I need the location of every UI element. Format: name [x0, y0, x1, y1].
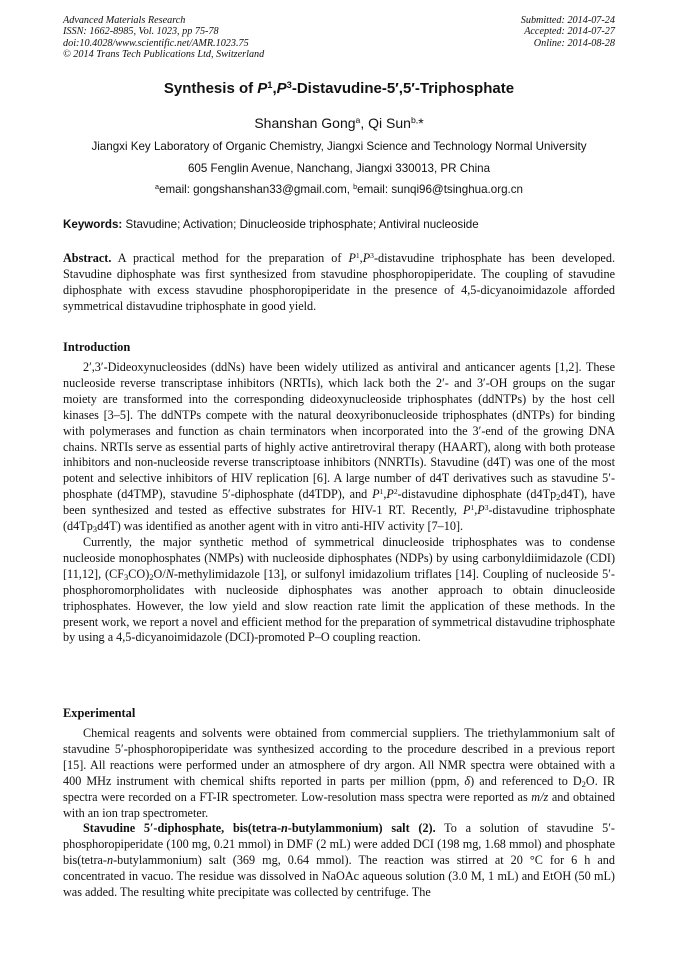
abstract: Abstract. A practical method for the preparation of $P^1,P^3$-distavudine triphosphate has been developed. Stavudine diphosphate was first synthesized from stavudine phosphoropiperidate. The coupling of stavudine diphosphate with excess stavudine phosphoropiperidate in the presence of 4,5-dicyanoimidazole afforded symmetrical distavudine triphosphate in good yield. — [63, 250, 615, 313]
issn-line: ISSN: 1662-8985, Vol. 1023, pp 75-78 — [63, 26, 219, 38]
section-heading-introduction: Introduction — [63, 340, 131, 354]
paragraph: Currently, the major synthetic method of symmetrical dinucleoside triphosphates was to condense nucleoside monophosphates (NMPs) with nucleoside diphosphates (NDPs) by using carbonyldiimidazole (CDI) [11,12], $(CF_3CO)_2O/N$-methylimidazole [13], or sulfonyl imidazolium triflates [14]. Coupling of nucleoside 5′-phosphoromorpholidates with nucleoside diphosphates was another approach to obtain dinucleoside triphosphates. However, the low yield and slow reaction rate limit the application of these methods. In the present work, we report a novel and efficient method for the preparation of symmetrical distavudine triphosphate by using a 4,5-dicyanoimidazole (DCI)-promoted P–O coupling reaction. — [63, 534, 615, 645]
email-b: email: sunqi96@tsinghua.org.cn — [357, 183, 523, 196]
email-a: email: gongshanshan33@gmail.com, — [159, 183, 354, 196]
author-name: Qi Sun — [368, 115, 411, 131]
author-name: Shanshan Gong — [254, 115, 356, 131]
abstract-label: Abstract. — [63, 251, 112, 265]
affiliation-address: 605 Fenglin Avenue, Nanchang, Jiangxi 330013, PR China — [187, 162, 491, 175]
paragraph: Stavudine 5′-diphosphate, bis(tetra-n-butylammonium) salt (2). To a solution of stavudine 5′-phosphoropiperidate (100 mg, 0.21 mmol) in DMF (2 mL) were added DCI (198 mg, 1.68 mmol) and phosphate bis(tetra-n-butylammonium) salt (369 mg, 0.64 mmol). The reaction was stirred at 20 °C for 6 h and concentrated in vacuo. The residue was dissolved in NaOAc aqueous solution (3.0 M, 1 mL) and EtOH (50 mL) was added. The resulting white precipitate was collected by centrifuge. The — [63, 821, 615, 900]
copyright-line: © 2014 Trans Tech Publications Ltd, Switzerland — [63, 49, 265, 61]
author-list: Shanshan Gong$^a$, Qi Sun$^{b,}$* — [254, 115, 424, 131]
paragraph: Chemical reagents and solvents were obtained from commercial suppliers. The triethylammonium salt of stavudine 5′-phosphoropiperidate was synthesized according to the procedure described in a previous report [15]. All reactions were performed under an atmosphere of dry argon. All NMR spectra were obtained with a 400 MHz instrument with chemical shifts reported in parts per million (ppm, δ) and referenced to $D_2O$. IR spectra were recorded on a FT-IR spectrometer. Low-resolution mass spectra were reported as m/z and obtained with an ion trap spectrometer. — [63, 726, 615, 820]
online-date: Online: 2014-08-28 — [533, 37, 615, 49]
accepted-date: Accepted: 2014-07-27 — [524, 26, 615, 38]
paragraph: 2′,3′-Dideoxynucleosides (ddNs) have been widely utilized as antiviral and anticancer agents [1,2]. These nucleoside reverse transcriptase inhibitors (NRTIs), which lack both the 2′- and 3′-OH groups on the sugar moiety are transformed into the corresponding dideoxynucleoside triphosphates (ddNTPs) by the host cell kinases [3–5]. The ddNTPs compete with the natural deoxyribonucleoside triphosphates (dNTPs) for binding with polymerases and function as chain terminators when incorporated into the 3′-end of the growing DNA chains. NRTIs serve as essential parts of highly active antiretroviral therapy (HAART), along with both protease inhibitors and non-nucleoside reverse transcriptoase inhibitors (NNRTIs). Stavudine (d4T) was one of the most potent and selective inhibitors of HIV replication [6]. A large number of d4T derivatives such as stavudine 5′-phosphate (d4TMP), stavudine 5′-diphosphate (d4TDP), and $P^1,P^2$-distavudine diphosphate $(d4Tp_2d4T)$, have been synthesized and tested as effective substrates for HIV-1 RT. Recently, $P^1,P^3$-distavudine triphosphate $(d4Tp_3d4T)$ was identified as another agent with in vitro anti-HIV activity [7–10]. — [63, 360, 615, 535]
submitted-date: Submitted: 2014-07-24 — [520, 15, 615, 26]
dates-info — [521, 15, 615, 49]
experimental-body — [63, 726, 615, 901]
keywords: Keywords: Stavudine; Activation; Dinucleoside triphosphate; Antiviral nucleoside — [63, 218, 479, 231]
journal-name: Advanced Materials Research — [63, 15, 186, 26]
affiliation-institution: Jiangxi Key Laboratory of Organic Chemistry, Jiangxi Science and Technology Normal University — [91, 140, 587, 153]
section-heading-experimental: Experimental — [63, 706, 136, 720]
doi-line: doi:10.4028/www.scientific.net/AMR.1023.75 — [63, 37, 249, 49]
introduction-body — [63, 360, 615, 646]
affiliation-emails: $^a$email: gongshanshan33@gmail.com, $^b$email: sunqi96@tsinghua.org.cn — [155, 182, 523, 196]
paper-title: Synthesis of $P^1,P^3-Distavudine-5',5'$-Triphosphate — [163, 79, 515, 97]
journal-info — [63, 15, 264, 61]
